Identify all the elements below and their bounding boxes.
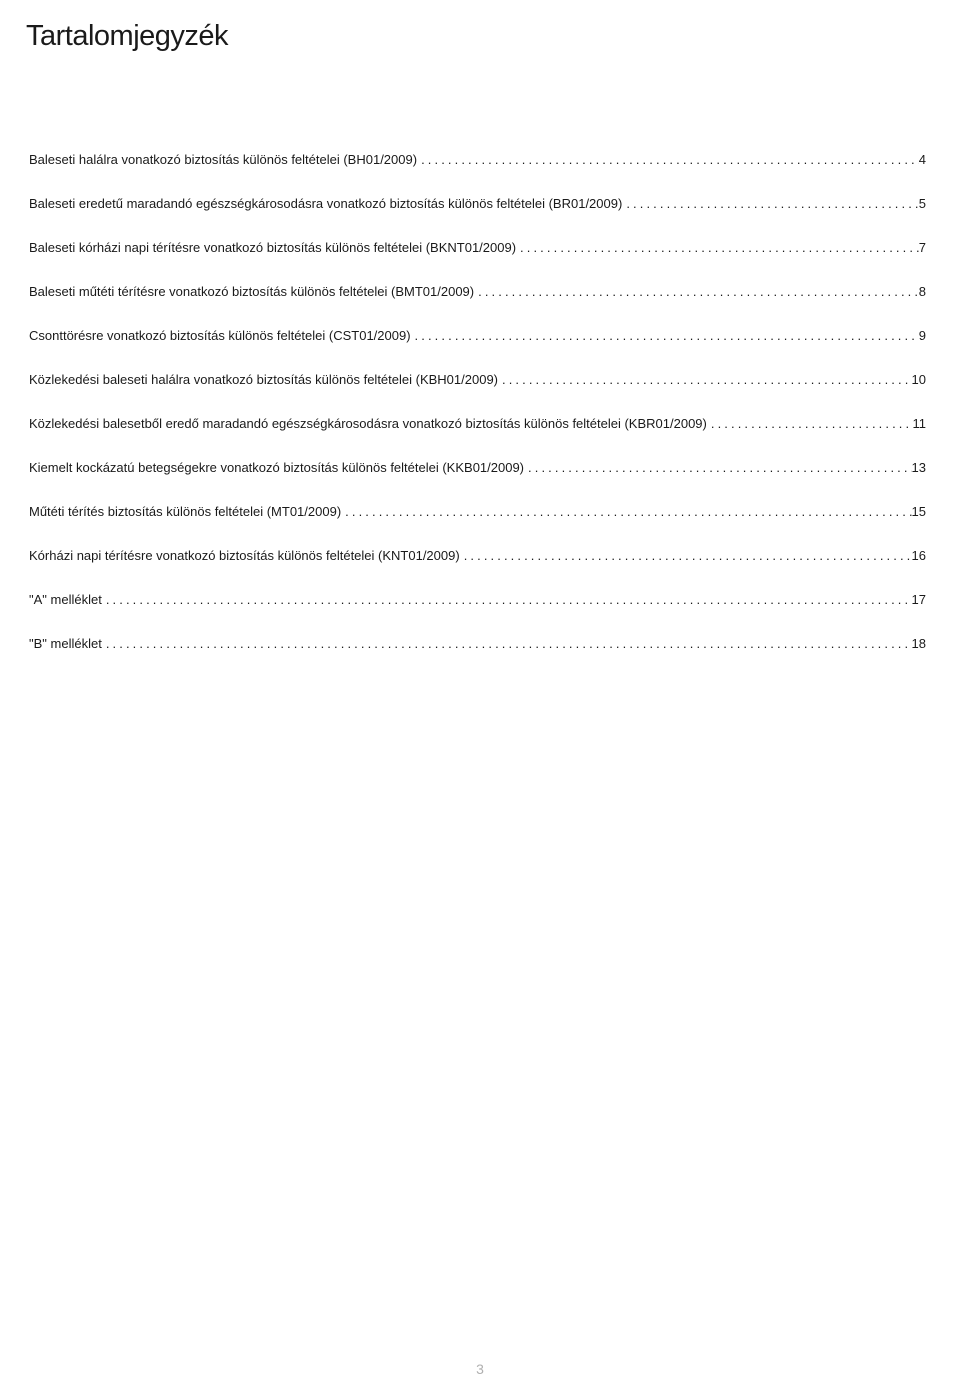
toc-entry-title: Műtéti térítés biztosítás különös feltételei (MT01/2009) [29, 504, 342, 519]
toc-entry-title: Baleseti kórházi napi térítésre vonatkozó biztosítás különös feltételei (BKNT01/2009) [29, 240, 517, 255]
toc-entry-title: Baleseti halálra vonatkozó biztosítás különös feltételei (BH01/2009) [29, 152, 418, 167]
toc-entry-page: 13 [911, 460, 926, 475]
toc-entry-title: Kiemelt kockázatú betegségekre vonatkozó biztosítás különös feltételei (KKB01/2009) [29, 460, 525, 475]
toc-entry-title: Kórházi napi térítésre vonatkozó biztosítás különös feltételei (KNT01/2009) [29, 548, 460, 563]
toc-entry-page: 18 [911, 636, 926, 651]
toc-entry[interactable] [29, 546, 926, 590]
toc-entry-page: 8 [918, 284, 926, 299]
dot-leader [520, 238, 919, 258]
toc-entry[interactable] [29, 458, 926, 502]
page-title: Tartalomjegyzék [26, 20, 229, 52]
toc-entry-title: "A" melléklet [29, 592, 102, 607]
toc-entry[interactable] [29, 150, 926, 194]
toc-entry[interactable] [29, 194, 926, 238]
table-of-contents [29, 150, 926, 678]
toc-entry[interactable] [29, 590, 926, 634]
dot-leader [528, 458, 912, 478]
dot-leader [345, 502, 911, 522]
toc-entry-page: 11 [912, 416, 926, 431]
toc-entry[interactable] [29, 370, 926, 414]
dot-leader [478, 282, 919, 302]
toc-entry[interactable] [29, 282, 926, 326]
dot-leader [415, 326, 919, 346]
toc-entry-title: Csonttörésre vonatkozó biztosítás különös feltételei (CST01/2009) [29, 328, 411, 343]
toc-entry[interactable] [29, 634, 926, 678]
toc-entry-title: Baleseti eredetű maradandó egészségkárosodásra vonatkozó biztosítás különös feltételei (BR01/2009) [29, 196, 623, 211]
toc-entry-page: 4 [918, 152, 926, 167]
dot-leader [106, 590, 912, 610]
page-number: 3 [476, 1361, 484, 1377]
toc-entry[interactable] [29, 414, 926, 458]
toc-entry[interactable] [29, 238, 926, 282]
toc-entry-page: 15 [911, 504, 926, 519]
dot-leader [626, 194, 918, 214]
toc-entry[interactable] [29, 326, 926, 370]
dot-leader [711, 414, 913, 434]
toc-entry-title: Közlekedési balesetből eredő maradandó egészségkárosodásra vonatkozó biztosítás különös feltételei (KBR01/2009) [29, 416, 707, 431]
toc-entry[interactable] [29, 502, 926, 546]
toc-entry-title: Közlekedési baleseti halálra vonatkozó biztosítás különös feltételei (KBH01/2009) [29, 372, 498, 387]
dot-leader [464, 546, 912, 566]
toc-entry-page: 5 [918, 196, 926, 211]
toc-entry-title: Baleseti műtéti térítésre vonatkozó biztosítás különös feltételei (BMT01/2009) [29, 284, 475, 299]
toc-entry-page: 7 [918, 240, 926, 255]
dot-leader [106, 634, 912, 654]
toc-entry-page: 10 [911, 372, 926, 387]
toc-entry-page: 16 [911, 548, 926, 563]
dot-leader [502, 370, 912, 390]
dot-leader [421, 150, 919, 170]
toc-entry-page: 9 [918, 328, 926, 343]
toc-entry-title: "B" melléklet [29, 636, 102, 651]
toc-entry-page: 17 [911, 592, 926, 607]
